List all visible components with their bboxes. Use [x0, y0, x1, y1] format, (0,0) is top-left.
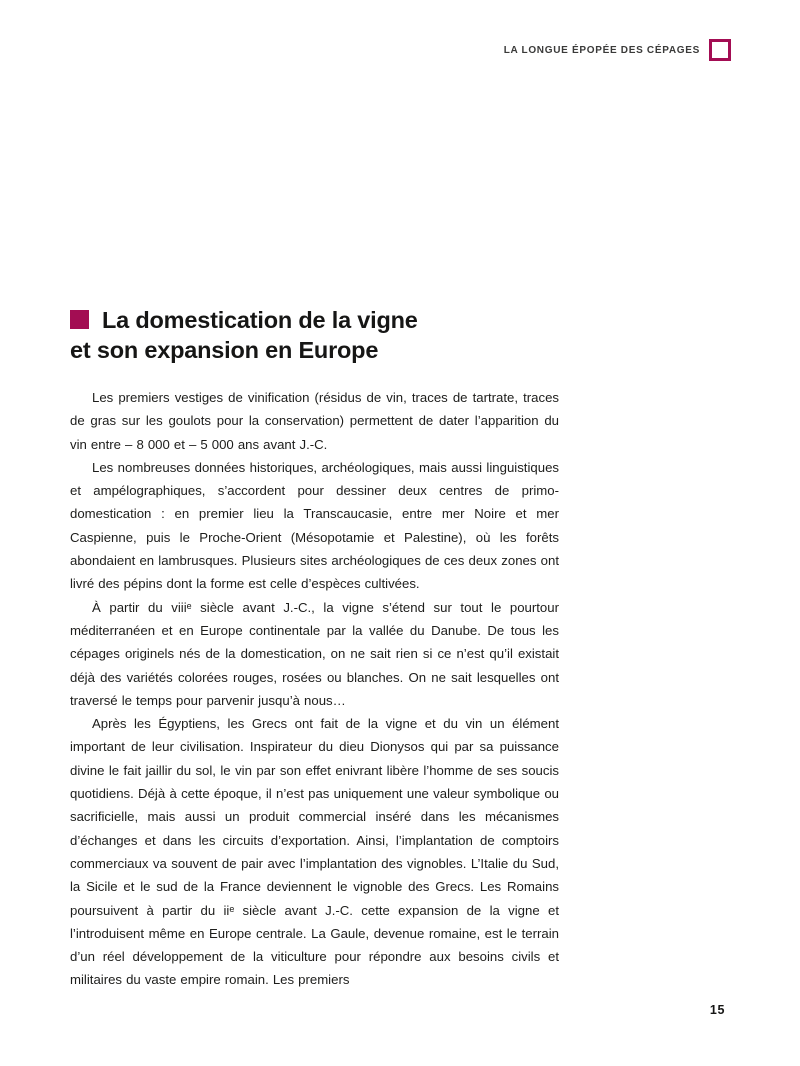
body-paragraph-1: Les premiers vestiges de vinification (résidus de vin, traces de tartrate, traces de gras sur les goulots pour la conservation) permettent de dater l’apparition du vin entre – 8 000 et – 5 000 ans avant J.-C.	[70, 390, 559, 452]
section-bullet-square-icon	[70, 310, 89, 329]
section-title-line1: La domestication de la vigne	[102, 307, 418, 333]
body-paragraph-4: Après les Égyptiens, les Grecs ont fait de la vigne et du vin un élément important de leur civilisation. Inspirateur du dieu Dionysos qui par sa puissance divine le fait jaillir du sol, le vin par son effet enivrant libère l’homme de ses soucis quotidiens. Déjà à cette époque, il n’est pas uniquement une valeur symbolique ou sacrificielle, mais aussi un produit commercial inséré dans les mécanismes d’échanges et dans les circuits d’exportation. Ainsi, l’implantation de comptoirs commerciaux va souvent de pair avec l’implantation des vignobles. L’Italie du Sud, la Sicile et le sud de la France deviennent le vignoble des Grecs. Les Romains poursuivent à partir du iiᵉ siècle avant J.-C. cette expansion de la vigne et l’introduisent même en Europe centrale. La Gaule, devenue romaine, est le terrain d’un réel développement de la viticulture pour répondre aux besoins civils et militaires du vaste empire romain. Les premiers	[70, 716, 559, 988]
body-paragraph-3: À partir du viiiᵉ siècle avant J.-C., la vigne s’étend sur tout le pourtour méditerranéen et en Europe continentale par la vallée du Danube. De tous les cépages originels nés de la domestication, on ne sait rien si ce n’est qu’il existait déjà des variétés colorées rouges, rosées ou blanches. On ne sait lesquelles ont traversé le temps pour parvenir jusqu’à nous…	[70, 599, 559, 708]
page-number: 15	[709, 1003, 725, 1017]
section-title-line2: et son expansion en Europe	[70, 337, 379, 363]
running-title: LA LONGUE ÉPOPÉE DES CÉPAGES	[503, 44, 700, 56]
body-paragraph-2: Les nombreuses données historiques, archéologiques, mais aussi linguistiques et ampélographiques, s’accordent pour dessiner deux centres de primo-domestication : en premier lieu la Transcaucasie, entre mer Noire et mer Caspienne, puis le Proche-Orient (Mésopotamie et Palestine), où les forêts abondaient en lambrusques. Plusieurs sites archéologiques de ces deux zones ont livré des pépins dont la forme est celle d’espèces cultivées.	[70, 459, 559, 592]
body-text-column	[70, 386, 559, 992]
section-title	[70, 305, 418, 365]
chapter-marker-square-icon	[709, 39, 731, 61]
running-header	[504, 39, 731, 61]
